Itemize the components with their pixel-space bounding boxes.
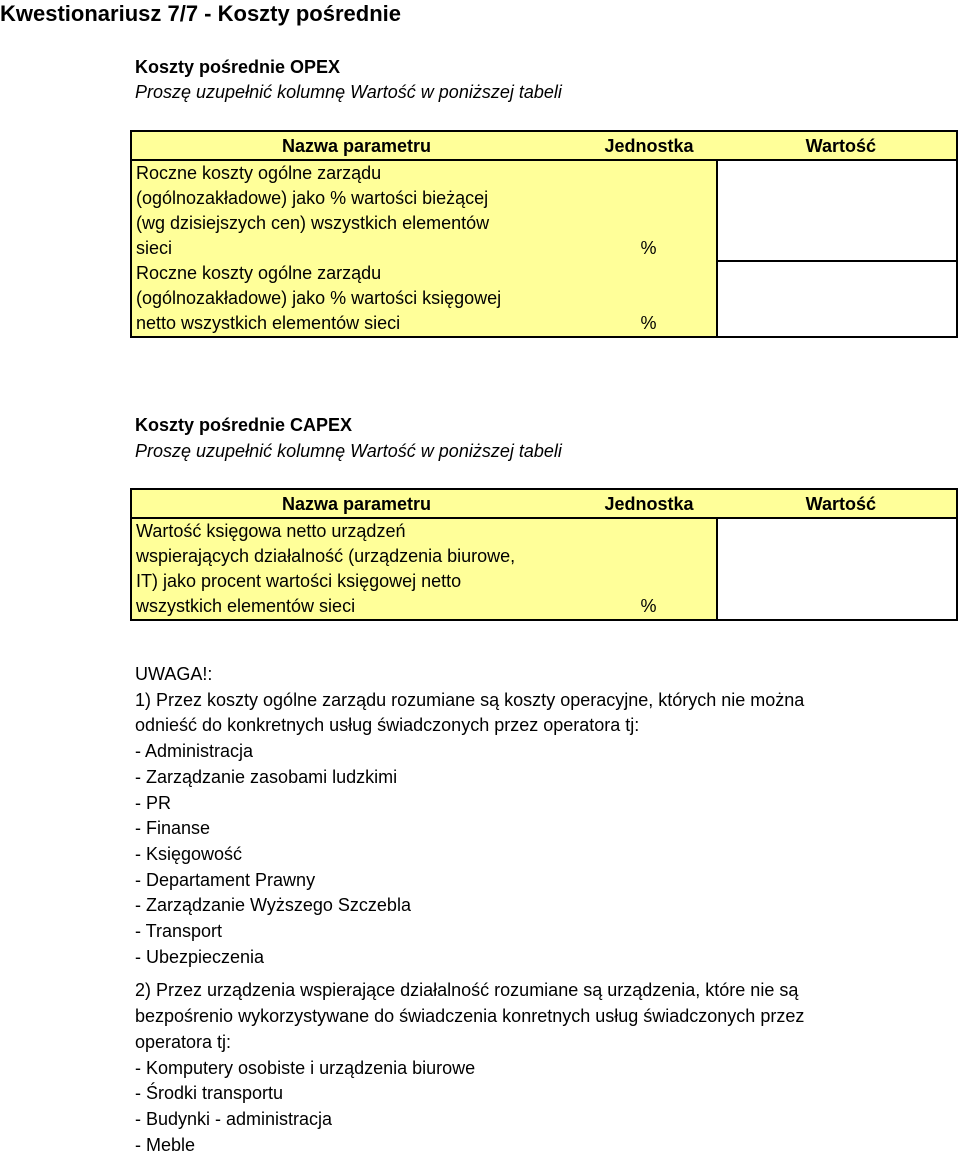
header-name: Nazwa parametru xyxy=(131,131,581,160)
page-title: Kwestionariusz 7/7 - Koszty pośrednie xyxy=(0,1,401,26)
opex-section-subtitle: Proszę uzupełnić kolumnę Wartość w poniższej tabeli xyxy=(135,82,562,102)
header-value: Wartość xyxy=(717,489,957,518)
capex-table xyxy=(130,488,958,621)
table-row xyxy=(131,160,957,261)
list-item: - Ubezpieczenia xyxy=(135,946,265,967)
parameter-name-line: Roczne koszty ogólne zarządu xyxy=(136,263,382,283)
parameter-unit: % xyxy=(581,160,717,261)
note-line: odnieść do konkretnych usług świadczonych przez operatora tj: xyxy=(135,715,640,736)
list-item: - Transport xyxy=(135,921,223,942)
parameter-name-line: sieci xyxy=(136,238,173,258)
header-value: Wartość xyxy=(717,131,957,160)
opex-table xyxy=(130,130,958,338)
list-item: - Administracja xyxy=(135,741,254,762)
list-item: - Finanse xyxy=(135,818,211,839)
note-line: 1) Przez koszty ogólne zarządu rozumiane są koszty operacyjne, których nie można xyxy=(135,689,805,710)
parameter-name-line: (wg dzisiejszych cen) wszystkich elementów xyxy=(136,213,490,233)
list-item: - Zarządzanie zasobami ludzkimi xyxy=(135,766,398,787)
opex-table-header xyxy=(131,131,957,160)
list-item: - Departament Prawny xyxy=(135,869,316,890)
parameter-name-line: wszystkich elementów sieci xyxy=(136,596,356,616)
parameter-unit: % xyxy=(581,518,717,620)
capex-table-header xyxy=(131,489,957,518)
note-line: bezpośrenio wykorzystywane do świadczenia konretnych usług świadczonych przez xyxy=(135,1006,805,1027)
list-item: - Zarządzanie Wyższego Szczebla xyxy=(135,895,411,916)
note-line: 2) Przez urządzenia wspierające działalność rozumiane są urządzenia, które nie są xyxy=(135,980,799,1001)
table-row xyxy=(131,261,957,337)
header-unit: Jednostka xyxy=(581,131,717,160)
capex-section-subtitle: Proszę uzupełnić kolumnę Wartość w poniższej tabeli xyxy=(135,441,562,461)
parameter-name-line: IT) jako procent wartości księgowej netto xyxy=(136,571,462,591)
value-input-cell[interactable] xyxy=(717,518,957,620)
notes-section xyxy=(135,662,935,1158)
parameter-name-line: Wartość księgowa netto urządzeń xyxy=(136,521,406,541)
list-item: - Środki transportu xyxy=(135,1083,284,1104)
value-input-cell[interactable] xyxy=(717,160,957,261)
parameter-unit: % xyxy=(581,261,717,337)
opex-section-title: Koszty pośrednie OPEX xyxy=(135,57,341,77)
list-item: - Budynki - administracja xyxy=(135,1108,333,1129)
parameter-name-line: Roczne koszty ogólne zarządu xyxy=(136,163,382,183)
notes-heading: UWAGA!: xyxy=(135,664,213,684)
parameter-name xyxy=(131,518,581,620)
table-row xyxy=(131,518,957,620)
parameter-name-line: (ogólnozakładowe) jako % wartości bieżącej xyxy=(136,188,489,208)
list-item: - Komputery osobiste i urządzenia biurowe xyxy=(135,1057,476,1078)
note-line: operatora tj: xyxy=(135,1031,232,1052)
parameter-name xyxy=(131,261,581,337)
parameter-name-line: wspierających działalność (urządzenia biurowe, xyxy=(136,546,516,566)
list-item: - Księgowość xyxy=(135,843,243,864)
header-name: Nazwa parametru xyxy=(131,489,581,518)
parameter-name-line: (ogólnozakładowe) jako % wartości księgowej xyxy=(136,288,502,308)
spacer xyxy=(135,970,935,978)
header-unit: Jednostka xyxy=(581,489,717,518)
parameter-name xyxy=(131,160,581,261)
list-item: - PR xyxy=(135,792,171,813)
capex-section-title: Koszty pośrednie CAPEX xyxy=(135,415,353,435)
value-input-cell[interactable] xyxy=(717,261,957,337)
list-item: - Meble xyxy=(135,1134,196,1155)
parameter-name-line: netto wszystkich elementów sieci xyxy=(136,313,401,333)
